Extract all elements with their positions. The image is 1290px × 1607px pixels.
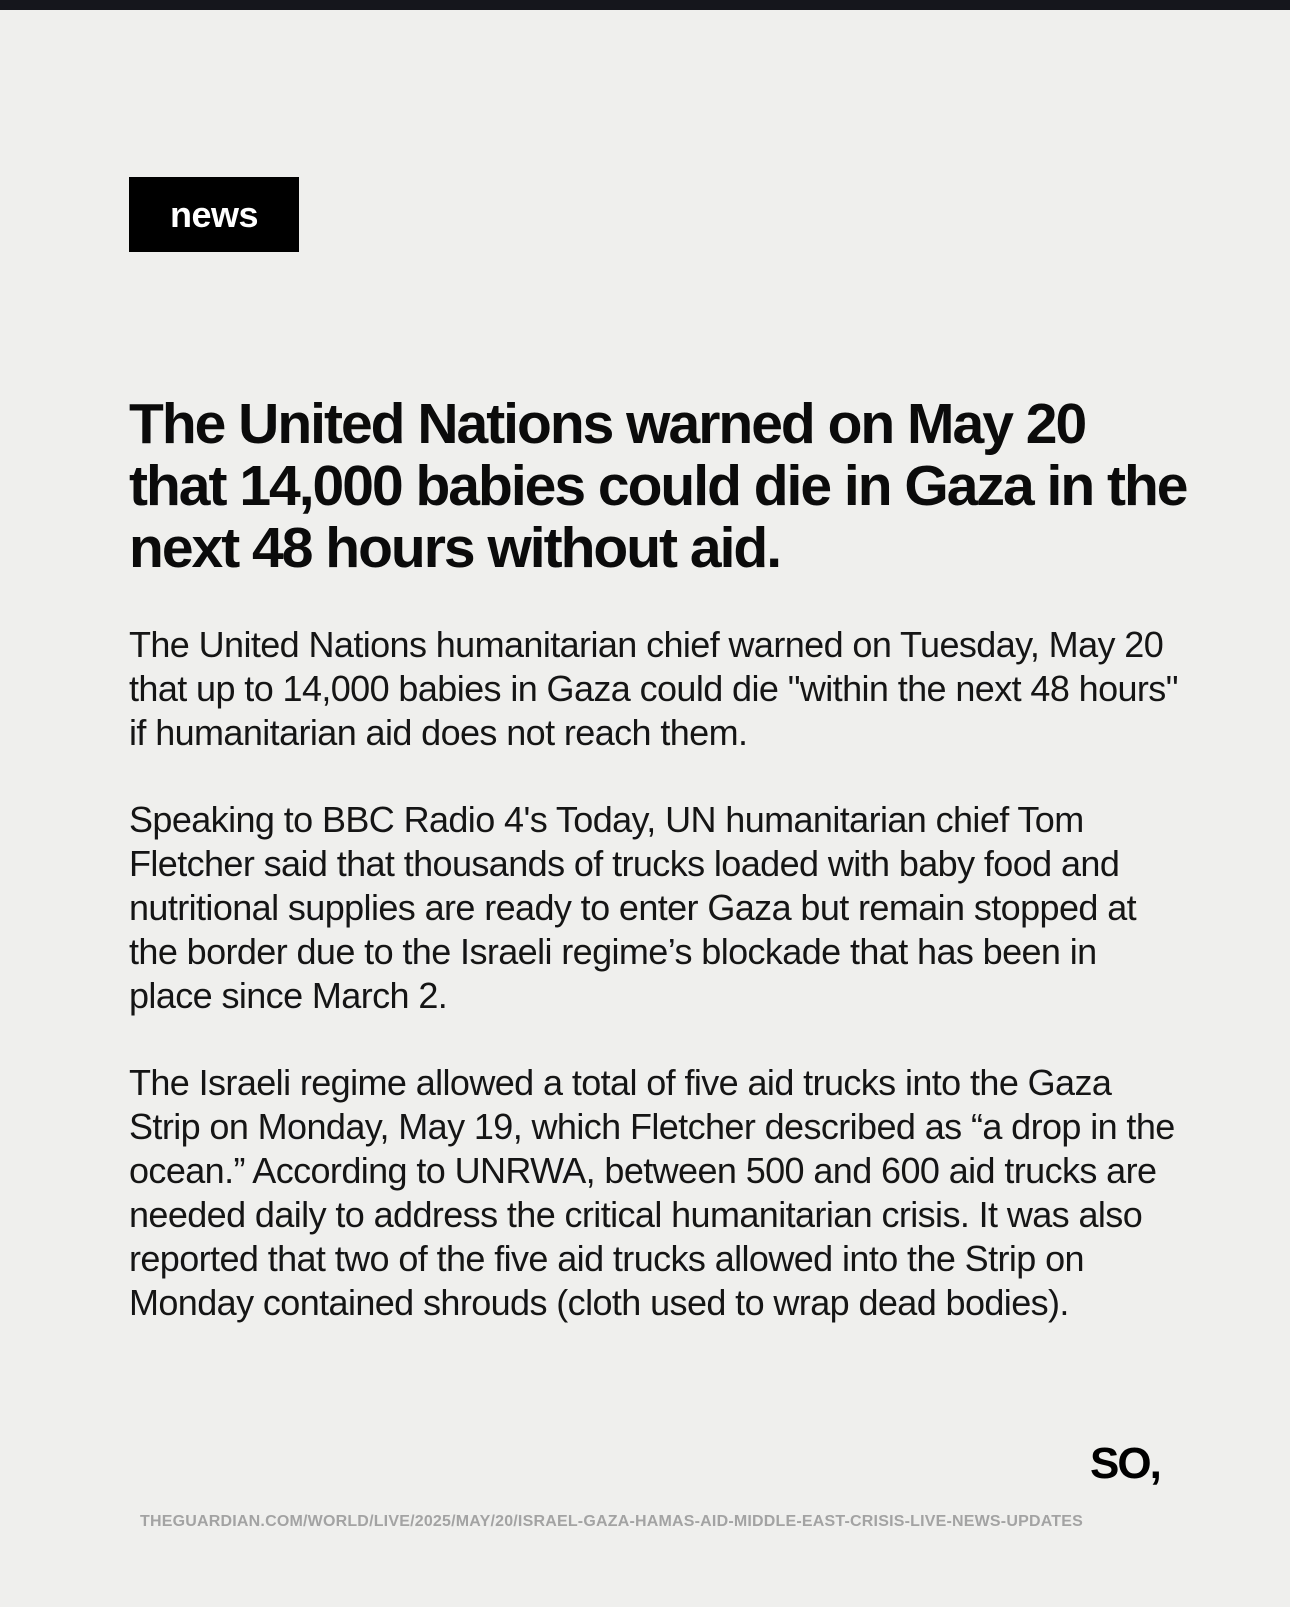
top-border-bar [0, 0, 1290, 10]
brand-logo: SO, [1090, 1439, 1160, 1488]
news-tag-label: news [129, 177, 299, 252]
article-paragraph-1: The United Nations humanitarian chief warned on Tuesday, May 20 that up to 14,000 babies in Gaza could die "within the next 48 hours" if humanitarian aid does not reach them. [129, 624, 1178, 753]
article-paragraph-2: Speaking to BBC Radio 4's Today, UN humanitarian chief Tom Fletcher said that thousands of trucks loaded with baby food and nutritional supplies are ready to enter Gaza but remain stopped at the border due to the Israeli regime’s blockade that has been in place since March 2. [129, 799, 1137, 1016]
article-headline: The United Nations warned on May 20 that 14,000 babies could die in Gaza in the next 48 hours without aid. [129, 392, 1187, 580]
article-paragraph-3: The Israeli regime allowed a total of five aid trucks into the Gaza Strip on Monday, May 19, which Fletcher described as “a drop in the ocean.” According to UNRWA, between 500 and 600 aid trucks are needed daily to address the critical humanitarian crisis. It was also reported that two of the five aid trucks allowed into the Strip on Monday contained shrouds (cloth used to wrap dead bodies). [129, 1062, 1175, 1323]
source-url: THEGUARDIAN.COM/WORLD/LIVE/2025/MAY/20/ISRAEL-GAZA-HAMAS-AID-MIDDLE-EAST-CRISIS-LIVE-NEWS-UPDATES [140, 1513, 1083, 1530]
